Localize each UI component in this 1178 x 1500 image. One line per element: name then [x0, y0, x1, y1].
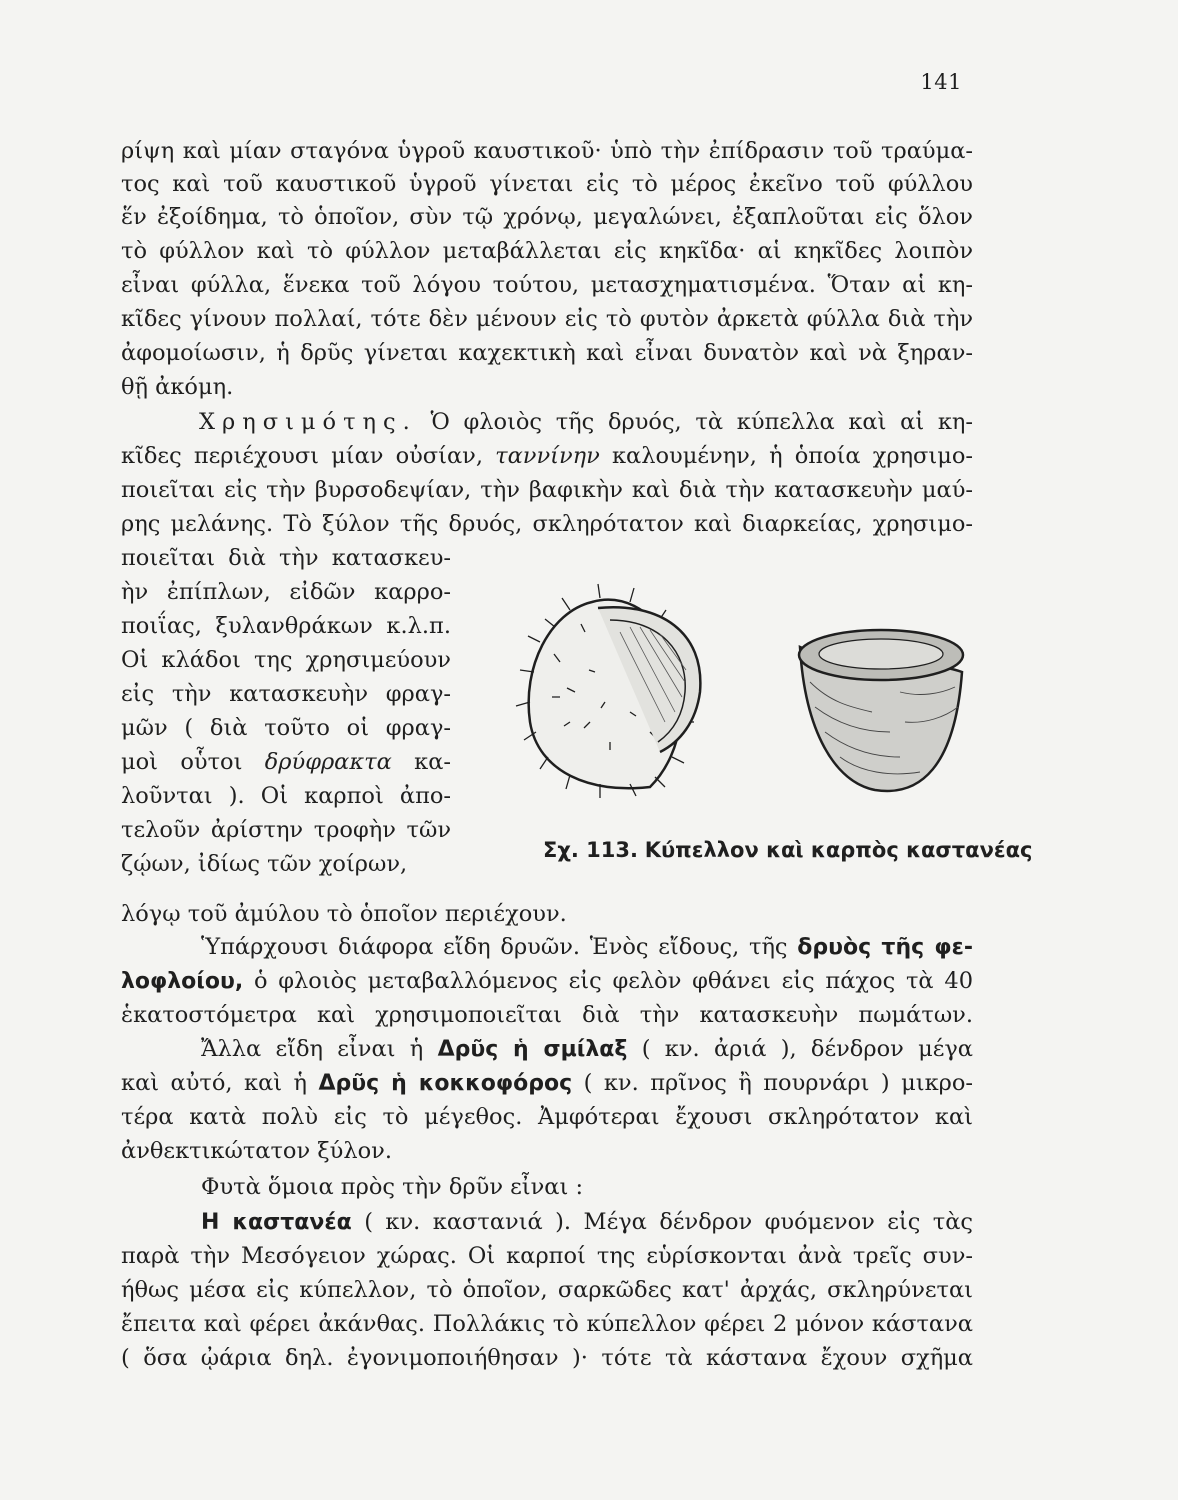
text-line: μοὶ οὗτοι δρύφρακτα κα-: [121, 749, 451, 775]
text-line: Φυτὰ ὅμοια πρὸς τὴν δρῦν εἶναι :: [201, 1174, 584, 1200]
text-line: εἰς τὴν κατασκευὴν φραγ-: [121, 681, 451, 707]
page-number: 141: [920, 70, 962, 94]
text-line: λοφλοίου, ὁ φλοιὸς μεταβαλλόμενος εἰς φελὸν φθάνει εἰς πάχος τὰ 40: [121, 968, 974, 994]
text-line: Η καστανέα ( κν. καστανιά ). Μέγα δένδρον φυόμενον εἰς τὰς: [201, 1209, 974, 1235]
bold-term: Η καστανέα: [201, 1210, 352, 1235]
text-line: ρίψη καὶ μίαν σταγόνα ὑγροῦ καυστικοῦ· ὑπὸ τὴν ἐπίδρασιν τοῦ τραύμα-: [121, 138, 973, 164]
section-term: Χρησιμότης.: [199, 409, 417, 435]
text-line: κῖδες περιέχουσι μίαν οὐσίαν, ταννίνην καλουμένην, ἡ ὁποία χρησιμο-: [121, 443, 974, 469]
caption-label: Σχ. 113.: [543, 838, 638, 862]
italic-term: ταννίνην: [495, 443, 600, 469]
italic-term: δρύφρακτα: [264, 749, 392, 775]
text-line: ποιΐας, ξυλανθράκων κ.λ.π.: [121, 613, 451, 639]
text-line: μῶν ( διὰ τοῦτο οἱ φραγ-: [121, 715, 451, 741]
text-line: παρὰ τὴν Μεσόγειον χώρας. Οἱ καρποί της εὑρίσκονται ἀνὰ τρεῖς συν-: [121, 1243, 973, 1269]
text-line: Ἄλλα εἴδη εἶναι ἡ Δρῦς ἡ σμίλαξ ( κν. ἀριά ), δένδρον μέγα: [201, 1036, 974, 1062]
text-line: ( ὅσα ᾠάρια δηλ. ἐγονιμοποιήθησαν )· τότε τὰ κάστανα ἔχουν σχῆμα: [121, 1345, 973, 1371]
text-line: λόγῳ τοῦ ἀμύλου τὸ ὁποῖον περιέχουν.: [121, 901, 567, 927]
bold-term: δρυὸς τῆς φε-: [797, 935, 973, 960]
text-line: ήθως μέσα εἰς κύπελλον, τὸ ὁποῖον, σαρκῶδες κατ' ἀρχάς, σκληρύνεται: [121, 1277, 973, 1303]
bold-term: Δρῦς ἡ σμίλαξ: [437, 1037, 628, 1062]
text-line: καὶ αὐτό, καὶ ἡ Δρῦς ἡ κοκκοφόρος ( κν. πρῖνος ἢ πουρνάρι ) μικρο-: [121, 1070, 974, 1096]
text-line: τέρα κατὰ πολὺ εἰς τὸ μέγεθος. Ἀμφότεραι ἔχουσι σκληρότατον καὶ: [121, 1104, 973, 1130]
bold-term: Δρῦς ἡ κοκκοφόρος: [318, 1071, 573, 1096]
caption-text: Κύπελλον καὶ καρπὸς καστανέας: [644, 838, 1033, 862]
figure-caption: [543, 836, 1033, 864]
text-line: ἑκατοστόμετρα καὶ χρησιμοποιεῖται διὰ τὴν κατασκευὴν πωμάτων.: [121, 1002, 973, 1028]
text-line: ποιεῖται εἰς τὴν βυρσοδεψίαν, τὴν βαφικὴν καὶ διὰ τὴν κατασκευὴν μαύ-: [121, 477, 973, 503]
text-line: Οἱ κλάδοι της χρησιμεύουν: [121, 647, 451, 673]
spiny-husk-icon: [516, 584, 700, 798]
text-line: εἶναι φύλλα, ἕνεκα τοῦ λόγου τούτου, μετασχηματισμένα. Ὅταν αἱ κη-: [121, 272, 973, 298]
text-line: ἀφομοίωσιν, ἡ δρῦς γίνεται καχεκτικὴ καὶ εἶναι δυνατὸν καὶ νὰ ξηραν-: [121, 340, 973, 366]
text-line: τελοῦν ἀρίστην τροφὴν τῶν: [121, 817, 451, 843]
text-line: ἀνθεκτικώτατον ξύλον.: [121, 1138, 392, 1164]
bold-term: λοφλοίου,: [121, 969, 244, 994]
text-line: ἕν ἐξοίδημα, τὸ ὁποῖον, σὺν τῷ χρόνῳ, μεγαλώνει, ἐξαπλοῦται εἰς ὅλον: [121, 204, 973, 230]
text-line: ρης μελάνης. Τὸ ξύλον τῆς δρυός, σκληρότατον καὶ διαρκείας, χρησιμο-: [121, 511, 973, 537]
text-line: λοῦνται ). Οἱ καρποὶ ἀπο-: [121, 783, 451, 809]
chestnut-fruit-icon: [799, 630, 963, 791]
text-line: Χρησιμότης. Ὁ φλοιὸς τῆς δρυός, τὰ κύπελλα καὶ αἱ κη-: [199, 409, 973, 435]
text-line: θῇ ἀκόμη.: [121, 374, 234, 400]
text-line: Ὑπάρχουσι διάφορα εἴδη δρυῶν. Ἑνὸς εἴδους, τῆς δρυὸς τῆς φε-: [201, 934, 973, 960]
text-line: ζῴων, ἰδίως τῶν χοίρων,: [121, 851, 408, 877]
text-line: ὴν ἐπίπλων, εἰδῶν καρρο-: [121, 579, 451, 605]
text-line: τὸ φύλλον καὶ τὸ φύλλον μεταβάλλεται εἰς κηκῖδα· αἱ κηκῖδες λοιπὸν: [121, 238, 973, 264]
chestnut-figure: [500, 572, 970, 810]
text-line: τος καὶ τοῦ καυστικοῦ ὑγροῦ γίνεται εἰς τὸ μέρος ἐκεῖνο τοῦ φύλλου: [121, 171, 973, 197]
text-line: ποιεῖται διὰ τὴν κατασκευ-: [121, 545, 451, 571]
text-line: κῖδες γίνουν πολλαί, τότε δὲν μένουν εἰς τὸ φυτὸν ἀρκετὰ φύλλα διὰ τὴν: [121, 306, 973, 332]
text-line: ἔπειτα καὶ φέρει ἀκάνθας. Πολλάκις τὸ κύπελλον φέρει 2 μόνον κάστανα: [121, 1311, 973, 1337]
